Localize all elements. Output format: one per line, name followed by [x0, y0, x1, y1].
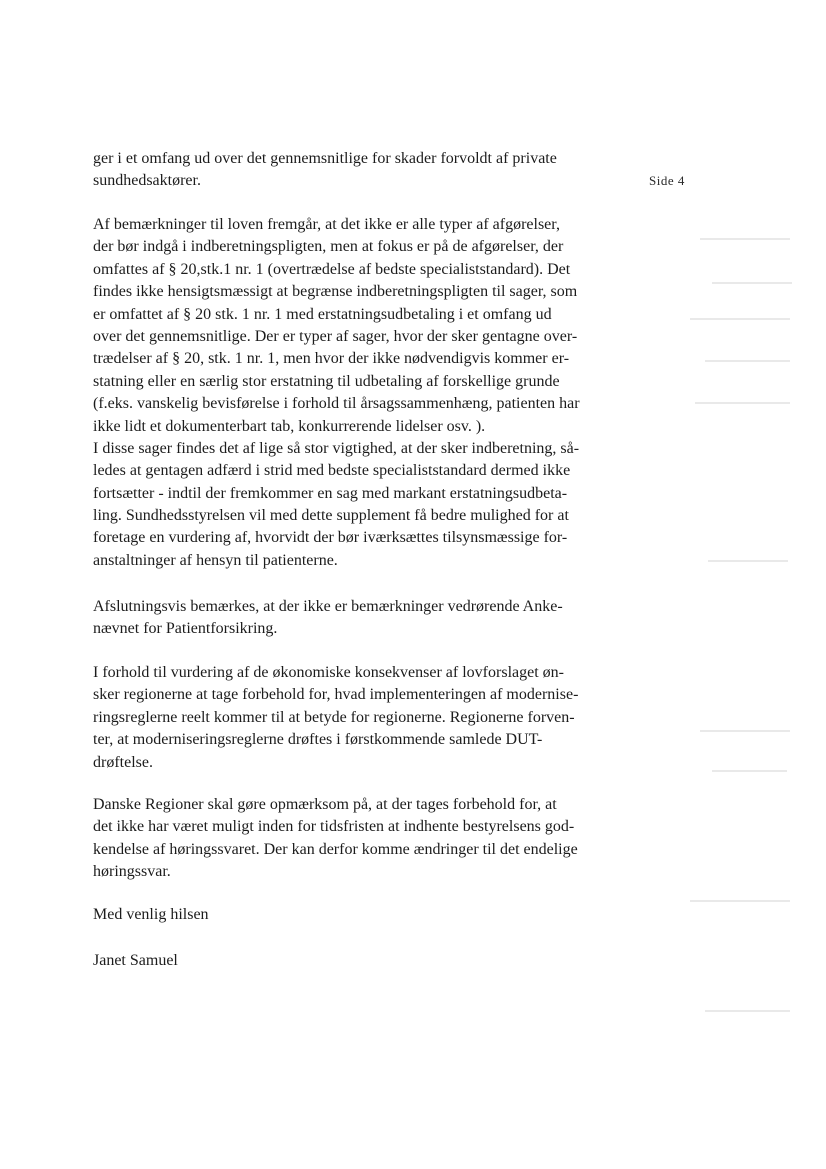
paragraph-line: ledes at gentagen adfærd i strid med bedste specialiststandard dermed ikke	[93, 462, 571, 480]
paragraph-5	[93, 794, 623, 884]
paragraph-line: I disse sager findes det af lige så stor vigtighed, at der sker indberetning, så-	[93, 439, 580, 457]
paragraph-line: nævnet for Patientforsikring.	[93, 620, 278, 638]
paragraph-line: ling. Sundhedsstyrelsen vil med dette supplement få bedre mulighed for at	[93, 507, 569, 525]
page-number: Side 4	[649, 173, 685, 188]
paragraph-line: ikke lidt et dokumenterbart tab, konkurrerende lidelser osv. ).	[93, 417, 486, 435]
paragraph-line: sker regionerne at tage forbehold for, hvad implementeringen af modernise-	[93, 686, 579, 704]
paragraph-line: Danske Regioner skal gøre opmærksom på, at der tages forbehold for, at	[93, 796, 557, 813]
paragraph-line: er omfattet af § 20 stk. 1 nr. 1 med erstatningsudbetaling i et omfang ud	[93, 305, 552, 323]
paragraph-line: foretage en vurdering af, hvorvidt der bør iværksættes tilsynsmæssige for-	[93, 529, 568, 547]
paragraph-line: kendelse af høringssvaret. Der kan derfor komme ændringer til det endelige	[93, 840, 578, 858]
signature-name	[93, 950, 623, 972]
paragraph-line: Afslutningsvis bemærkes, at der ikke er bemærkninger vedrørende Anke-	[93, 598, 563, 615]
paragraph-line: trædelser af § 20, stk. 1 nr. 1, men hvor der ikke nødvendigvis kommer er-	[93, 350, 570, 368]
paragraph-line: (f.eks. vanskelig bevisførelse i forhold til årsagssammenhæng, patienten har	[93, 395, 580, 413]
paragraph-line: anstaltninger af hensyn til patienterne.	[93, 551, 338, 569]
paragraph-line: ger i et omfang ud over det gennemsnitlige for skader forvoldt af private	[93, 150, 557, 167]
paragraph-line: Janet Samuel	[93, 952, 178, 969]
paragraph-line: findes ikke hensigtsmæssigt at begrænse indberetningspligten til sager, som	[93, 283, 578, 301]
paragraph-line: det ikke har været muligt inden for tidsfristen at indhente bestyrelsens god-	[93, 818, 575, 836]
paragraph-line: fortsætter - indtil der fremkommer en sag med markant erstatningsudbeta-	[93, 484, 568, 502]
paragraph-line: høringssvar.	[93, 863, 171, 881]
paragraph-line: I forhold til vurdering af de økonomiske konsekvenser af lovforslaget øn-	[93, 664, 564, 681]
paragraph-3	[93, 596, 623, 641]
paragraph-line: over det gennemsnitlige. Der er typer af sager, hvor der sker gentagne over-	[93, 327, 578, 345]
paragraph-1	[93, 148, 623, 193]
closing-greeting	[93, 904, 623, 926]
paragraph-line: statning eller en særlig stor erstatning til udbetaling af forskellige grunde	[93, 372, 560, 390]
paragraph-line: omfattes af § 20,stk.1 nr. 1 (overtrædelse af bedste specialiststandard). Det	[93, 260, 571, 278]
paragraph-line: Af bemærkninger til loven fremgår, at det ikke er alle typer af afgørelser,	[93, 216, 560, 233]
paragraph-line: sundhedsaktører.	[93, 172, 201, 190]
paragraph-2	[93, 214, 623, 572]
paragraph-4	[93, 662, 623, 774]
paragraph-line: der bør indgå i indberetningspligten, men at fokus er på de afgørelser, der	[93, 238, 564, 256]
paragraph-line: drøftelse.	[93, 753, 153, 771]
paragraph-line: Med venlig hilsen	[93, 906, 209, 923]
paragraph-line: ringsreglerne reelt kommer til at betyde for regionerne. Regionerne forven-	[93, 708, 575, 726]
paragraph-line: ter, at moderniseringsreglerne drøftes i førstkommende samlede DUT-	[93, 731, 543, 749]
